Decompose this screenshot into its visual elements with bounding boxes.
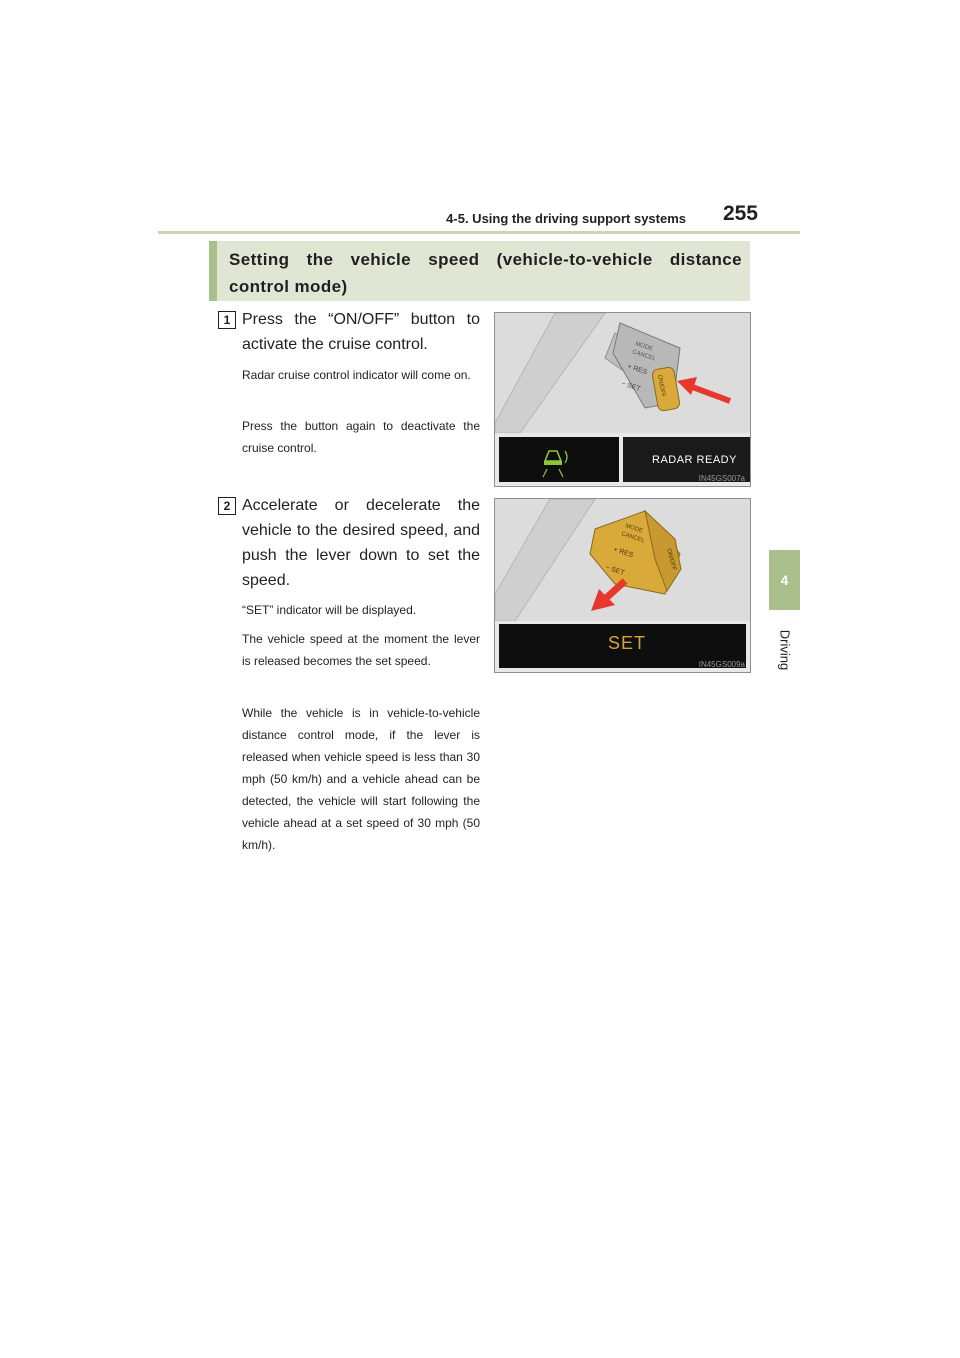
step-1-note-2: Press the button again to deactivate the cruise control. <box>242 419 480 455</box>
step-2-note-3: While the vehicle is in vehicle-to-vehicle distance control mode, if the lever is released when vehicle speed is less than 30 mph (50 km/h) and a vehicle ahead can be detected, the vehicle will start following the vehicle ahead at a set speed of 30 mph (50 km/h). <box>242 706 480 852</box>
lever-label-cancel-2: CANCEL <box>620 531 646 545</box>
step-2-figure <box>494 498 751 673</box>
chapter-number: 4 <box>780 572 789 588</box>
section-heading-text: Setting the vehicle speed (vehicle-to-vehicle distance control mode) <box>229 250 742 296</box>
chapter-label-box <box>771 620 799 680</box>
step-2-main-text: Accelerate or decelerate the vehicle to the desired speed, and push the lever down to set the speed. <box>242 497 480 589</box>
chapter-label: Driving <box>777 629 793 671</box>
lever-label-onoff: ON/OFF <box>656 374 666 398</box>
lever-label-mode: MODE <box>634 341 654 353</box>
section-title: 4-5. Using the driving support systems <box>446 211 686 226</box>
step-2-note-2: The vehicle speed at the moment the lever is released becomes the set speed. <box>242 632 480 668</box>
radar-ready-display: RADAR READY <box>652 454 737 466</box>
figure-code-1: IN45GS007a <box>698 474 745 483</box>
lever-label-set-2: − SET <box>604 564 626 577</box>
step-1-note-1: Radar cruise control indicator will come on. <box>242 368 471 382</box>
chapter-tab <box>769 550 800 610</box>
page-header <box>158 200 800 234</box>
display-left-panel <box>499 437 619 482</box>
lever-label-onoff-2: ON/OFF <box>665 547 677 572</box>
lever-label-cancel: CANCEL <box>631 349 657 363</box>
step-1-figure <box>494 312 751 487</box>
step-1-main-text: Press the “ON/OFF” button to activate the cruise control. <box>242 311 480 353</box>
lever-label-res-2: + RES <box>612 546 634 560</box>
step-number-1: 1 <box>218 311 236 329</box>
page-number: 255 <box>722 202 758 225</box>
figure-code-2: IN45GS009a <box>698 660 745 669</box>
step-2-note-1: “SET” indicator will be displayed. <box>242 603 417 617</box>
set-indicator-display: SET <box>608 633 647 653</box>
lever-label-mode-2: MODE <box>624 523 644 535</box>
lever-label-set: − SET <box>620 380 642 393</box>
header-rule <box>158 231 800 234</box>
step-number-2: 2 <box>218 497 236 515</box>
lever-label-res: + RES <box>626 363 648 377</box>
section-heading <box>209 241 750 301</box>
